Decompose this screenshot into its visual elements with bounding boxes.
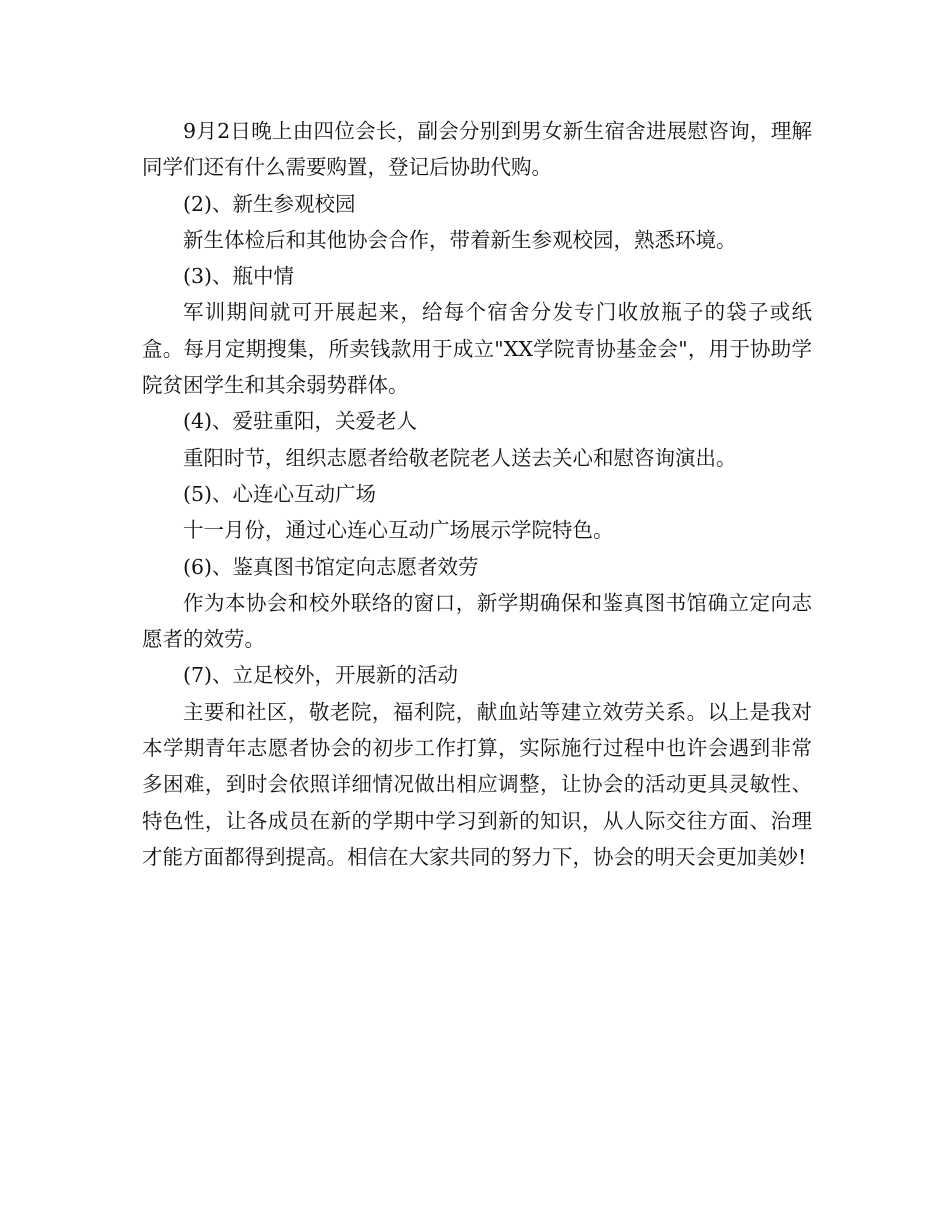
heading-off-campus: (7)、立足校外，开展新的活动 [183, 663, 459, 688]
heading-interactive-square: (5)、心连心互动广场 [183, 481, 377, 506]
paragraph-off-campus: 主要和社区，敬老院，福利院，献血站等建立效劳关系。以上是我对本学期青年志愿者协会的初步工作打算，实际施行过程中也许会遇到非常多困难，到时会依照详细情况做出相应调整，让协会的活动更具灵敏性、特色性，让各成员在新的学期中学习到新的知识，从人际交往方面、治理才能方面都得到提高。相信在大家共同的努力下，协会的明天会更加美妙! [142, 699, 812, 869]
paragraph-campus-tour: 新生体检后和其他协会合作，带着新生参观校园，熟悉环境。 [183, 227, 737, 252]
heading-library-volunteer: (6)、鉴真图书馆定向志愿者效劳 [183, 554, 479, 579]
paragraph-interactive-square: 十一月份，通过心连心互动广场展示学院特色。 [183, 518, 614, 543]
paragraph-volunteer-visit: 9月2日晚上由四位会长，副会分别到男女新生宿舍进展慰咨询，理解同学们还有什么需要购置，登记后协助代购。 [142, 119, 812, 180]
heading-bottle-drive: (3)、瓶中情 [183, 264, 295, 289]
paragraph-library-volunteer: 作为本协会和校外联络的窗口，新学期确保和鉴真图书馆确立定向志愿者的效劳。 [142, 590, 812, 652]
document-body [142, 113, 812, 875]
paragraph-elderly-care: 重阳时节，组织志愿者给敬老院老人送去关心和慰咨询演出。 [183, 445, 737, 470]
paragraph-bottle-drive: 军训期间就可开展起来，给每个宿舍分发专门收放瓶子的袋子或纸盒。每月定期搜集，所卖钱款用于成立"XX学院青协基金会"，用于协助学院贫困学生和其余弱势群体。 [142, 300, 812, 398]
heading-campus-tour: (2)、新生参观校园 [183, 191, 356, 216]
heading-elderly-care: (4)、爱驻重阳，关爱老人 [183, 409, 418, 434]
